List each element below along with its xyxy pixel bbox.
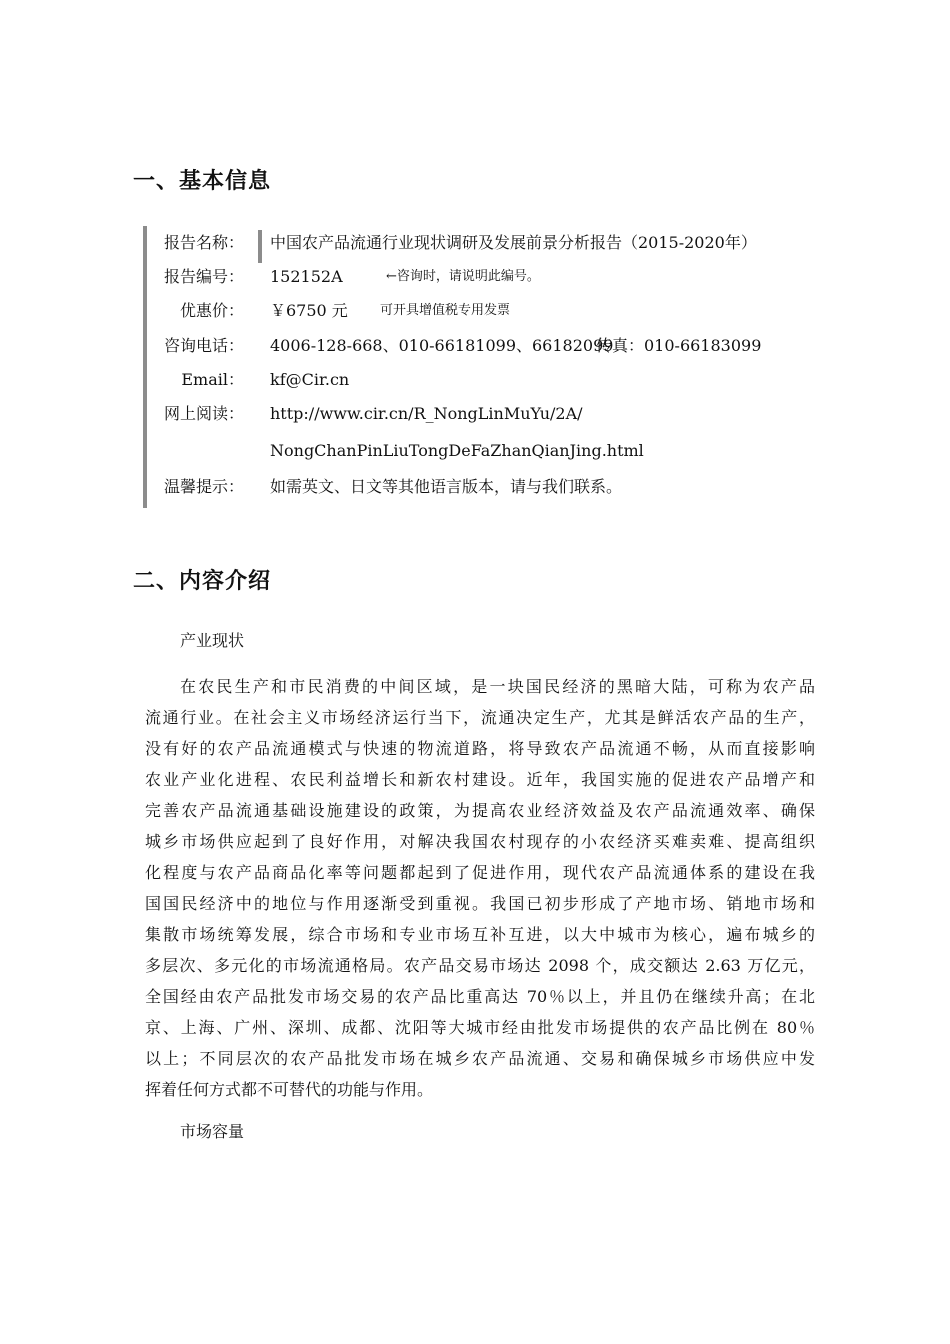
paragraph-industry-status [145,671,815,1105]
phone-label: 咨询电话： [163,336,244,355]
info-row-report-name [150,228,910,258]
paragraph-line: 京、上海、广州、深圳、成都、沈阳等大城市经由批发市场提供的农产品比例在 80％ [145,1018,815,1037]
report-name-value: 中国农产品流通行业现状调研及发展前景分析报告（2015-2020年） [270,233,757,252]
paragraph-line: 流通行业。在社会主义市场经济运行当下，流通决定生产，尤其是鲜活农产品的生产， [145,708,815,727]
paragraph-line: 完善农产品流通基础设施建设的政策，为提高农业经济效益及农产品流通效率、确保 [145,801,815,820]
info-row-email [150,365,910,395]
report-code-note: ←咨询时，请说明此编号。 [386,269,540,284]
paragraph-line: 化程度与农产品商品化率等问题都起到了促进作用，现代农产品流通体系的建设在我 [145,863,815,882]
paragraph-line: 没有好的农产品流通模式与快速的物流道路，将导致农产品流通不畅，从而直接影响 [145,739,815,758]
online-label: 网上阅读： [163,404,244,423]
info-row-price [150,296,910,326]
info-row-online [150,399,910,429]
tip-value: 如需英文、日文等其他语言版本，请与我们联系。 [270,477,623,496]
paragraph-line: 全国经由农产品批发市场交易的农产品比重高达 70％以上，并且仍在继续升高；在北 [145,987,815,1006]
email-link[interactable]: kf@Cir.cn [270,370,350,389]
paragraph-line: 在农民生产和市民消费的中间区域，是一块国民经济的黑暗大陆，可称为农产品 [180,677,815,696]
paragraph-line: 城乡市场供应起到了良好作用，对解决我国农村现存的小农经济买难卖难、提高组织 [145,832,815,851]
paragraph-line: 集散市场统筹发展，综合市场和专业市场互补互进，以大中城市为核心，遍布城乡的 [145,925,815,944]
info-row-report-code [150,262,910,292]
fax-value: 传真：010-66183099 [596,336,762,355]
invoice-note: 可开具增值税专用发票 [380,303,511,318]
paragraph-line: 国国民经济中的地位与作用逐渐受到重视。我国已初步形成了产地市场、销地市场和 [145,894,815,913]
paragraph-line: 挥着任何方式都不可替代的功能与作用。 [145,1080,434,1099]
online-url-line2[interactable]: NongChanPinLiuTongDeFaZhanQianJing.html [270,441,644,460]
info-block-left-bar [143,226,147,508]
email-label: Email： [181,370,244,389]
price-value: ￥6750 元 [270,301,348,320]
paragraph-line: 农业产业化进程、农民利益增长和新农村建设。近年，我国实施的促进农产品增产和 [145,770,815,789]
section-title-basic-info: 一、基本信息 [133,169,272,194]
phone-value: 4006-128-668、010-66181099、66182099 [270,336,614,355]
info-row-tip [150,472,910,502]
paragraph-line: 多层次、多元化的市场流通格局。农产品交易市场达 2098 个，成交额达 2.63 万亿元， [145,956,815,975]
online-url-line1[interactable]: http://www.cir.cn/R_NongLinMuYu/2A/ [270,404,583,423]
paragraph-line: 以上；不同层次的农产品批发市场在城乡农产品流通、交易和确保城乡市场供应中发 [145,1049,815,1068]
info-row-online-cont [150,436,910,466]
info-row-phone [150,331,910,361]
report-name-label: 报告名称： [163,233,244,252]
tip-label: 温馨提示： [163,477,244,496]
section-title-content-intro: 二、内容介绍 [133,569,272,594]
subheading-market-capacity: 市场容量 [180,1122,245,1141]
report-code-value: 152152A [270,267,343,286]
price-label: 优惠价： [179,301,244,320]
subheading-industry-status: 产业现状 [180,631,245,650]
report-code-label: 报告编号： [163,267,244,286]
